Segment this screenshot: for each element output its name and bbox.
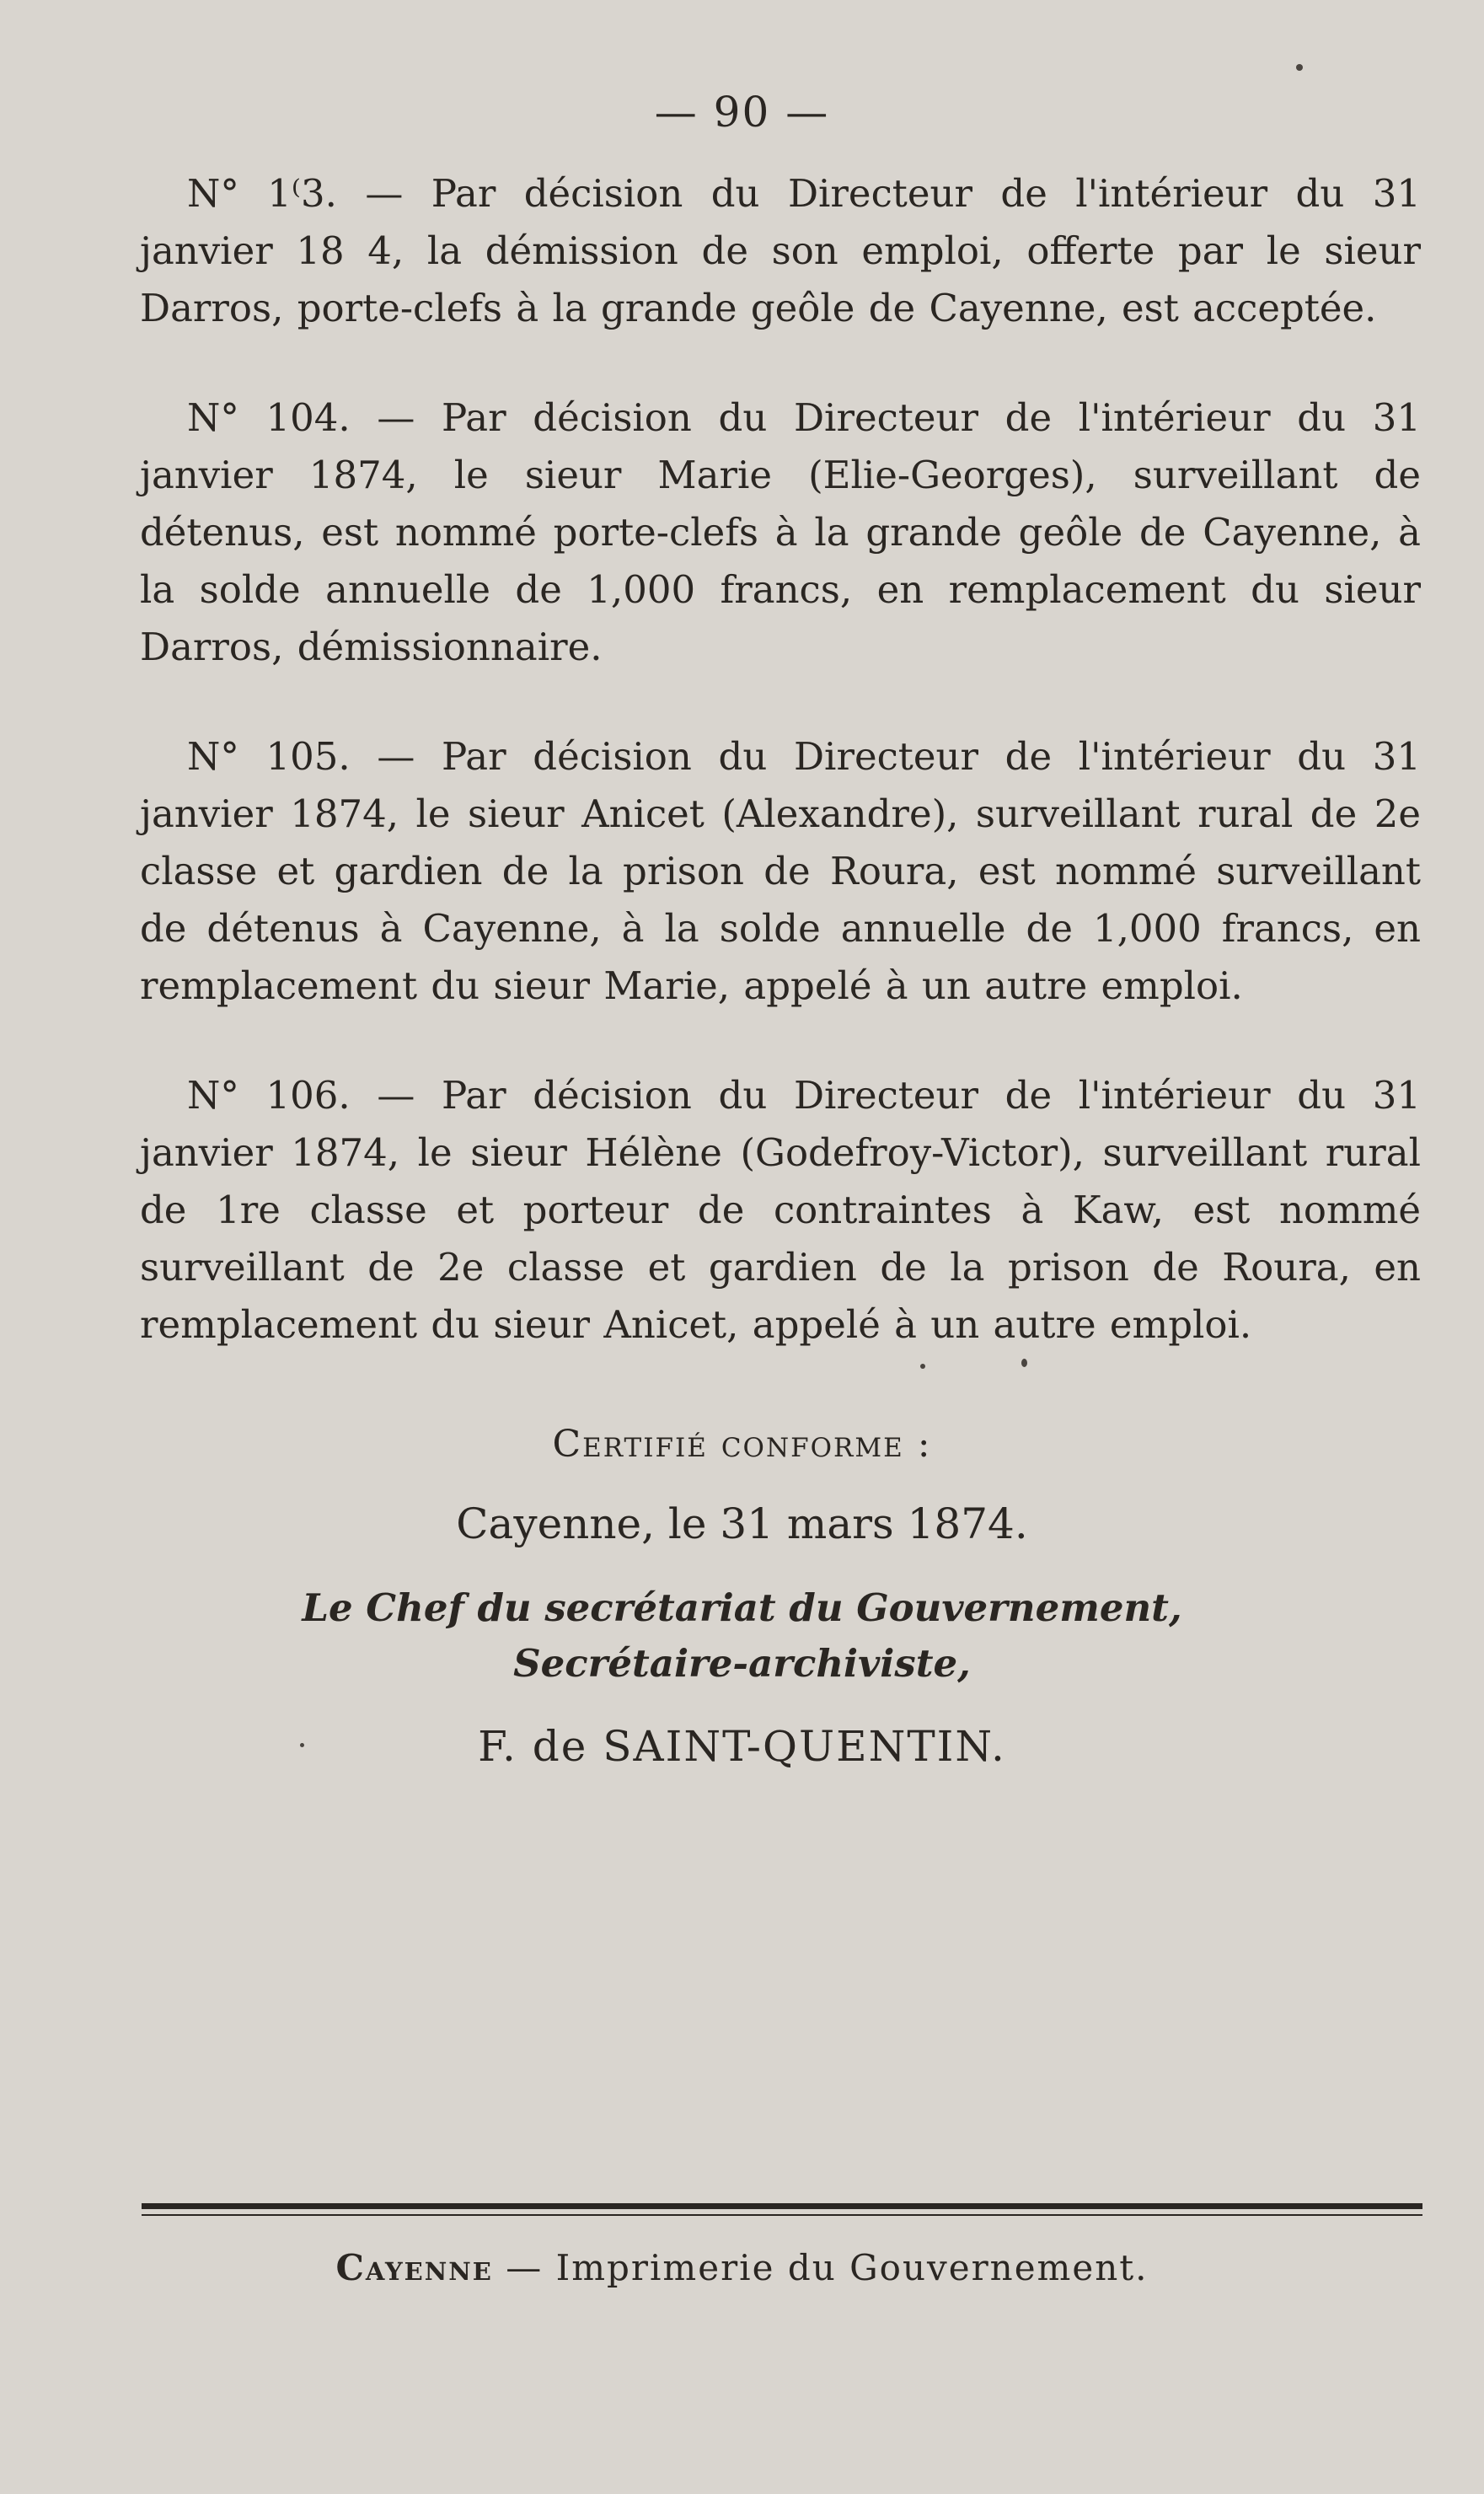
- footer-rule-thin: [142, 2214, 1422, 2216]
- decision-list: [140, 165, 1421, 1406]
- imprint-printer: Imprimerie du Gouvernement.: [555, 2247, 1149, 2288]
- decision-entry-104: N° 104. — Par décision du Directeur de l'intérieur du 31 janvier 1874, le sieur Marie (Elie-Georges), surveillant de détenus, est nommé porte-clefs à la grande geôle de Cayenne, à la solde annuelle de 1,000 francs, en remplacement du sieur Darros, démissionnaire.: [140, 395, 1421, 669]
- ink-speck: [300, 1743, 304, 1747]
- decision-entry-106: N° 106. — Par décision du Directeur de l'intérieur du 31 janvier 1874, le sieur Hélène (Godefroy-Victor), surveillant rural de 1re classe et porteur de contraintes à Kaw, est nommé surveillant de 2e classe et gardien de la prison de Roura, en remplacement du sieur Anicet, appelé à un autre emploi.: [140, 1073, 1421, 1347]
- certification-role-line-1: Le Chef du secrétariat du Gouvernement,: [302, 1585, 1182, 1630]
- imprint-place: Cayenne: [335, 2247, 493, 2288]
- page-number: — 90 —: [654, 88, 830, 137]
- ink-speck: [1021, 1359, 1027, 1367]
- certification-place-date: Cayenne, le 31 mars 1874.: [456, 1499, 1028, 1548]
- footer-rule: [142, 2203, 1422, 2209]
- decision-entry-105: N° 105. — Par décision du Directeur de l'intérieur du 31 janvier 1874, le sieur Anicet (Alexandre), surveillant rural de 2e classe et gardien de la prison de Roura, est nommé surveillant de détenus à Cayenne, à la solde annuelle de 1,000 francs, en remplacement du sieur Marie, appelé à un autre emploi.: [140, 734, 1421, 1008]
- decision-entry-103: N° 1⁽3. — Par décision du Directeur de l'intérieur du 31 janvier 18 4, la démission de son emploi, offerte par le sieur Darros, porte-clefs à la grande geôle de Cayenne, est acceptée.: [140, 171, 1421, 330]
- certification-role-line-2: Secrétaire-archiviste,: [513, 1641, 971, 1686]
- ink-speck: [1296, 64, 1303, 71]
- ink-speck: [920, 1364, 925, 1369]
- imprint-separator: —: [506, 2247, 544, 2288]
- certification-signature: F. de SAINT-QUENTIN.: [478, 1722, 1006, 1771]
- printer-imprint: [0, 2247, 1484, 2288]
- certification-block: [0, 1423, 1484, 1771]
- certification-heading: Certifié conforme :: [552, 1423, 932, 1466]
